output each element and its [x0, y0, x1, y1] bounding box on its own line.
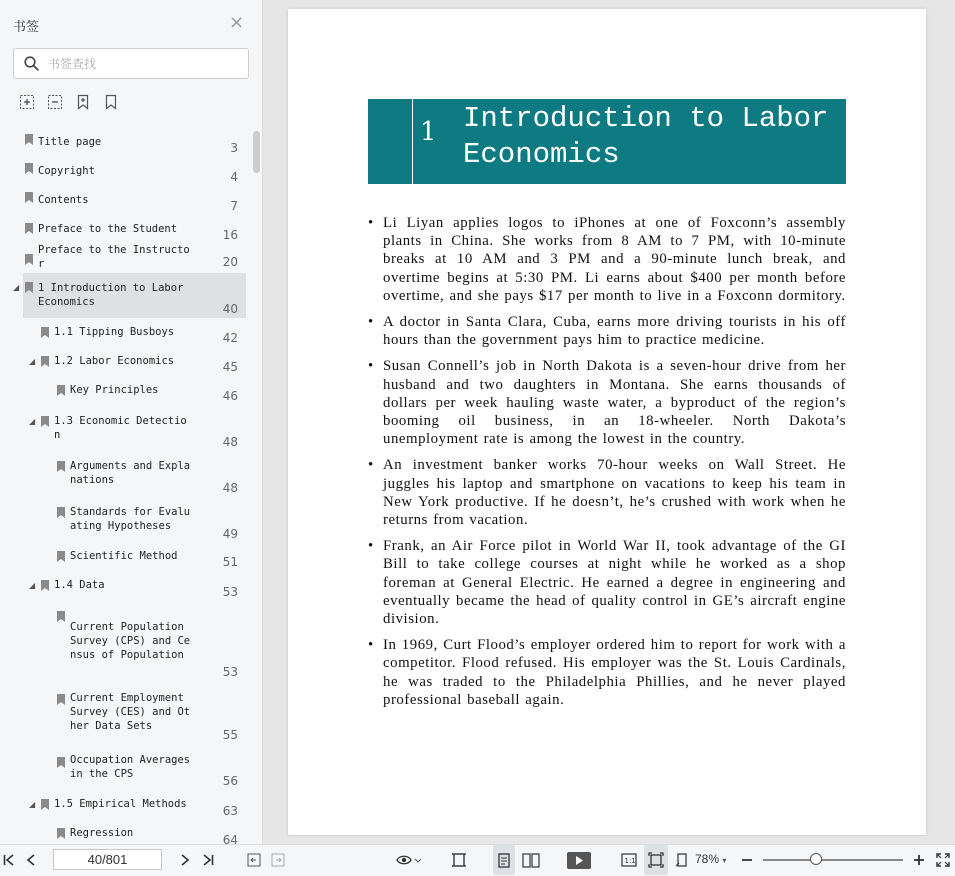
toc-item-label: Regression [70, 827, 134, 839]
toc-item-label: Current Population Survey (CPS) and Ce nsus of Population [70, 621, 191, 661]
toc-item-label: Contents [38, 194, 89, 206]
toc-item-page: 55 [222, 728, 238, 742]
toc-item[interactable] [0, 410, 252, 450]
toc-item-label: 1.3 Economic Detectio n [54, 415, 187, 441]
toc-item-page: 53 [222, 665, 238, 679]
bookmark-icon [57, 507, 65, 518]
bookmark-tree [0, 128, 252, 844]
single-page-icon[interactable] [493, 845, 515, 875]
bullet-item: • Li Liyan applies logos to iPhones at one of Foxconn’s assembly plants in China. She works from 8 AM to 7 PM, with 10-minute breaks at 10 AM and 3 PM and a 90-minute lunch break, and overtime begins at 5:30 PM. Li earns about $400 per month before overtime, and she pays $17 per month to live in a Foxconn dormitory. [368, 215, 846, 304]
back-icon[interactable] [244, 845, 264, 875]
bookmark-icon [57, 385, 65, 396]
collapse-caret-icon[interactable]: ◢ [13, 283, 20, 292]
toc-item-label: Scientific Method [70, 550, 178, 562]
bookmark-icon [57, 828, 65, 839]
first-page-icon[interactable] [0, 845, 18, 875]
toc-item-page: 4 [230, 170, 238, 184]
bookmark-icon [41, 327, 49, 338]
toc-item[interactable] [0, 605, 252, 680]
bookmark-search-input[interactable] [48, 54, 238, 74]
toc-item[interactable] [0, 161, 252, 187]
bookmark-icon [25, 282, 33, 293]
toc-item-page: 64 [222, 833, 238, 844]
bookmark-icon [25, 192, 33, 203]
chevron-down-icon: ▾ [722, 856, 727, 865]
bullet-text: An investment banker works 70-hour weeks on Wall Street. He juggles his laptop and smartphone on vacations to keep his team in New York productive. If he doesn’t, he’s crushed with work when he returns from vacation. [383, 457, 846, 529]
bullet-text: Li Liyan applies logos to iPhones at one of Foxconn’s assembly plants in China. She works from 8 AM to 7 PM, with 10-minute breaks at 10 AM and 3 PM and a 90-minute lunch break, and overtime begins at 5:30 PM. Li earns about $400 per month before overtime, and she pays $17 per month to live in a Foxconn dormitory. [383, 215, 846, 304]
document-page [288, 9, 926, 835]
toc-item[interactable] [0, 352, 252, 378]
bullet-item: • An investment banker works 70-hour weeks on Wall Street. He juggles his laptop and smartphone on vacations to keep his team in New York productive. If he doesn’t, he’s crushed with work when he returns from vacation. [368, 457, 846, 529]
toc-item[interactable] [0, 796, 252, 822]
expand-all-icon[interactable] [19, 94, 35, 110]
toc-item[interactable] [0, 190, 252, 216]
fit-width-icon[interactable] [449, 845, 469, 875]
zoom-slider-thumb[interactable] [810, 853, 822, 865]
bookmark-icon [41, 799, 49, 810]
bookmark-icon [57, 694, 65, 705]
two-page-icon[interactable] [519, 845, 543, 875]
toc-item[interactable] [0, 501, 252, 543]
toc-item[interactable] [0, 688, 252, 748]
toc-item-label: Standards for Evalu ating Hypotheses [70, 506, 191, 532]
toc-item-page: 53 [222, 585, 238, 599]
close-icon[interactable]: × [229, 12, 245, 33]
toc-item-label: 1 Introduction to Labor Economics [38, 282, 184, 308]
eye-protection-icon[interactable] [394, 845, 424, 875]
panel-title: 书签 [13, 20, 40, 35]
bullet-item: • In 1969, Curt Flood’s employer ordered him to report for work with a competitor. Flood refused. His employer was the St. Louis Cardinals, he was traded to the Philadelphia Phillies, and he never played professional baseball again. [368, 637, 846, 708]
toc-item-label: Copyright [38, 165, 95, 177]
toc-item-label: Arguments and Expla nations [70, 460, 191, 486]
toc-item[interactable] [0, 576, 252, 602]
toc-item-label: Current Employment Survey (CES) and Ot her Data Sets [70, 692, 191, 732]
last-page-icon[interactable] [199, 845, 217, 875]
toc-item-label: Occupation Averages in the CPS [70, 754, 191, 780]
toc-item-page: 20 [222, 255, 238, 269]
bullet-list [368, 214, 846, 717]
zoom-level[interactable] [695, 852, 726, 866]
zoom-slider[interactable] [763, 859, 903, 861]
forward-icon[interactable] [268, 845, 288, 875]
toc-item-page: 46 [222, 389, 238, 403]
actual-size-icon[interactable] [619, 845, 639, 875]
zoom-out-icon[interactable] [738, 845, 756, 875]
toc-item-page: 45 [222, 360, 238, 374]
collapse-caret-icon[interactable]: ◢ [29, 800, 36, 809]
toc-item[interactable] [0, 381, 252, 407]
bookmark-icon [25, 134, 33, 145]
chapter-number: 1 [420, 117, 437, 147]
bookmark-icon [25, 223, 33, 234]
bullet-item: • Frank, an Air Force pilot in World War II, took advantage of the GI Bill to take college courses at night while he worked as a shop foreman at General Electric. He earned a degree in engineering and eventually became the head of quality control in GE’s aircraft engine division. [368, 538, 846, 628]
bookmark-icon [57, 461, 65, 472]
bookmark-icon [57, 757, 65, 768]
toc-item[interactable] [0, 323, 252, 349]
toc-item-page: 42 [222, 331, 238, 345]
sidebar-scrollbar[interactable] [253, 131, 260, 173]
toc-item-page: 63 [222, 804, 238, 818]
bookmark-search[interactable] [13, 48, 249, 79]
toc-item-selected[interactable] [0, 273, 252, 318]
toc-item[interactable] [0, 825, 252, 844]
toc-item-page: 48 [222, 435, 238, 449]
page-number-input[interactable] [53, 849, 162, 870]
bookmark-icon [57, 611, 65, 622]
toc-item[interactable] [0, 455, 252, 497]
rotate-icon[interactable] [672, 845, 692, 875]
add-bookmark-icon[interactable] [75, 94, 91, 110]
bookmark-icon [41, 356, 49, 367]
bookmark-icon [25, 254, 33, 265]
toc-item-label: 1.4 Data [54, 579, 105, 591]
toc-item-label: Title page [38, 136, 102, 148]
bullet-item: • A doctor in Santa Clara, Cuba, earns more driving tourists in his off hours than the government pays him to practice medicine. [368, 314, 846, 349]
fullscreen-icon[interactable] [933, 845, 953, 875]
bookmark-icon [57, 551, 65, 562]
toc-item[interactable] [0, 547, 252, 573]
search-icon [24, 56, 39, 71]
toc-item-label: Key Principles [70, 384, 159, 396]
bookmark-icon [25, 163, 33, 174]
fit-page-icon[interactable] [644, 845, 668, 875]
bookmark-icon[interactable] [103, 94, 119, 110]
previous-page-icon[interactable] [22, 845, 40, 875]
toc-item-page: 3 [230, 141, 238, 155]
bookmark-icon [41, 416, 49, 427]
play-slideshow-icon[interactable] [566, 845, 592, 875]
zoom-in-icon[interactable] [910, 845, 928, 875]
bullet-text: A doctor in Santa Clara, Cuba, earns more driving tourists in his off hours than the government pays him to practice medicine. [383, 314, 846, 349]
bullet-text: Frank, an Air Force pilot in World War II, took advantage of the GI Bill to take college courses at night while he worked as a shop foreman at General Electric. He earned a degree in engineering and eventually became the head of quality control in GE’s aircraft engine division. [383, 538, 846, 628]
svg-text:1:1: 1:1 [624, 857, 636, 865]
toc-item-label: Preface to the Instructo r [38, 244, 190, 270]
chapter-title: Introduction to Labor Economics [463, 102, 829, 171]
toc-item-page: 51 [222, 555, 238, 569]
toc-item-page: 49 [222, 527, 238, 541]
collapse-caret-icon[interactable]: ◢ [29, 581, 36, 590]
toc-item-page: 48 [222, 481, 238, 495]
toc-item[interactable] [0, 245, 252, 273]
zoom-value: 78% [695, 852, 720, 866]
bookmark-panel [0, 0, 263, 844]
collapse-caret-icon[interactable]: ◢ [29, 417, 36, 426]
toc-item[interactable] [0, 219, 252, 245]
bullet-item: • Susan Connell’s job in North Dakota is a seven-hour drive from her husband and two daughters in Montana. She earns thousands of dollars per week hauling waste water, a byproduct of the region’s booming oil business, in an 18-wheeler. North Dakota’s unemployment rate is among the lowest in the country. [368, 358, 846, 448]
toc-item-label: 1.2 Labor Economics [54, 355, 175, 367]
next-page-icon[interactable] [176, 845, 194, 875]
toc-item-label: 1.5 Empirical Methods [54, 798, 187, 810]
bullet-text: Susan Connell’s job in North Dakota is a seven-hour drive from her husband and two daughters in Montana. She earns thousands of dollars per week hauling waste water, a byproduct of the region’s booming oil business, in an 18-wheeler. North Dakota’s unemployment rate is among the lowest in the country. [383, 358, 846, 448]
collapse-all-icon[interactable] [47, 94, 63, 110]
chapter-banner [368, 99, 846, 184]
chapter-divider [412, 99, 413, 184]
toc-item-page: 40 [222, 302, 238, 316]
toc-item-page: 56 [222, 774, 238, 788]
toc-item-page: 7 [230, 199, 238, 213]
toc-item-label: Preface to the Student [38, 223, 178, 235]
toc-item[interactable] [0, 132, 252, 158]
bottom-toolbar [0, 844, 955, 876]
toc-item-label: 1.1 Tipping Busboys [54, 326, 175, 338]
bookmark-icon [41, 580, 49, 591]
bullet-text: In 1969, Curt Flood’s employer ordered him to report for work with a competitor. Flood refused. His employer was the St. Louis Cardinals, he was traded to the Philadelphia Phillies, and he never played professional baseball again. [383, 637, 846, 708]
collapse-caret-icon[interactable]: ◢ [29, 357, 36, 366]
toc-item[interactable] [0, 752, 252, 792]
toc-item-page: 16 [222, 228, 238, 242]
